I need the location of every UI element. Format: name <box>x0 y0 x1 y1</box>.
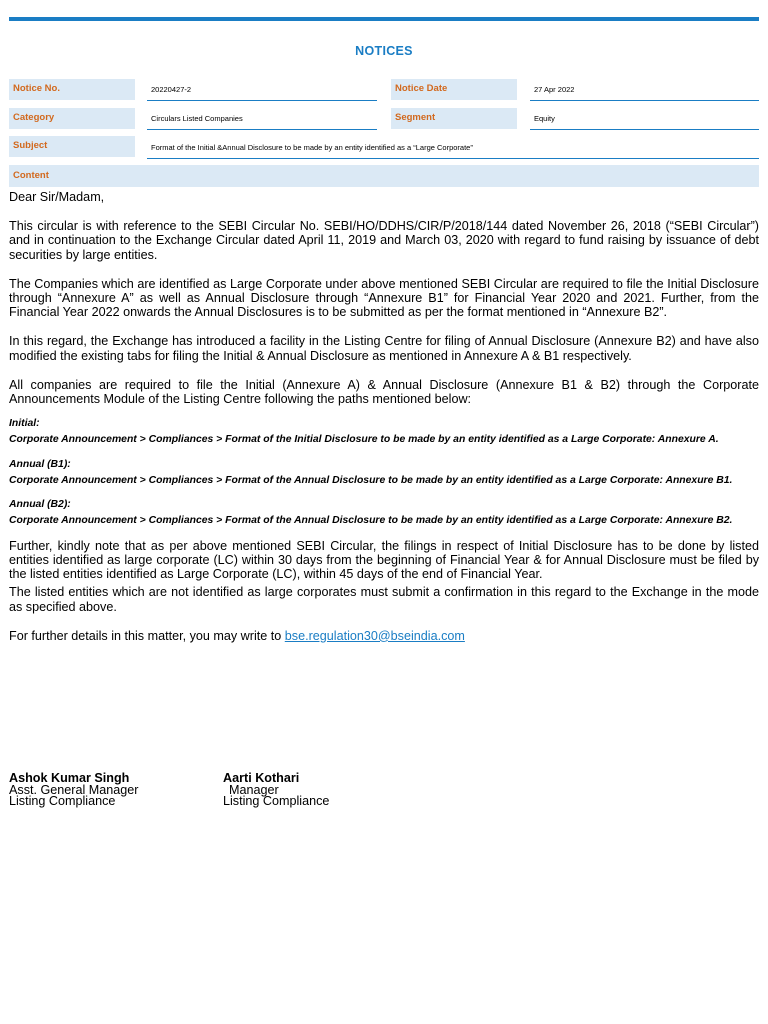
annual-b2-heading: Annual (B2): <box>9 499 71 511</box>
subject-label: Subject <box>9 136 135 157</box>
notice-date-value: 27 Apr 2022 <box>530 80 759 101</box>
annual-b1-heading: Annual (B1): <box>9 458 71 470</box>
paragraph-1: This circular is with reference to the SEBI Circular No. SEBI/HO/DDHS/CIR/P/2018/144 dated November 26, 2018 (“SEBI Circular”) and in continuation to the Exchange Circular dated April 11, 2019 and March 03, 2020 with regard to fund raising by issuance of debt securities by large entities. <box>9 219 759 262</box>
content-label: Content <box>9 165 759 187</box>
signatory-dept: Listing Compliance <box>9 794 116 808</box>
signatory-title: Asst. General Manager <box>9 782 139 797</box>
signatory-name: Ashok Kumar Singh <box>9 771 130 785</box>
notice-body <box>9 190 759 643</box>
paragraph-3: In this regard, the Exchange has introduced a facility in the Listing Centre for filing of Annual Disclosure (Annexure B2) and have also modified the existing tabs for filing the Initial & Annual Disclosure as mentioned in Annexure A & B1 respectively. <box>9 334 759 363</box>
paragraph-2: The Companies which are identified as Large Corporate under above mentioned SEBI Circular are required to file the Initial Disclosure through “Annexure A” as well as Annual Disclosure through “Annexure B1” for Financial Year 2020 and 2021. Further, from the Financial Year 2022 onwards the Annual Disclosures is to be submitted as per the format mentioned in “Annexure B2”. <box>9 276 759 320</box>
signatory-2 <box>223 773 329 808</box>
page-title: NOTICES <box>355 44 413 58</box>
notice-date-label: Notice Date <box>391 79 517 100</box>
notice-no-label: Notice No. <box>9 79 135 100</box>
greeting: Dear Sir/Madam, <box>9 190 105 204</box>
contact-prefix: For further details in this matter, you may write to <box>9 628 285 643</box>
annual-b1-path: Corporate Announcement > Compliances > Format of the Annual Disclosure to be made by an entity identified as a Large Corporate: Annexure B1. <box>9 474 733 486</box>
initial-heading: Initial: <box>9 418 40 430</box>
paragraph-4: All companies are required to file the Initial (Annexure A) & Annual Disclosure (Annexure B1 & B2) through the Corporate Announcements Module of the Listing Centre following the paths mentioned below: <box>9 377 759 407</box>
signatory-dept: Listing Compliance <box>223 794 330 808</box>
initial-path: Corporate Announcement > Compliances > Format of the Initial Disclosure to be made by an entity identified as a Large Corporate: Annexure A. <box>9 434 719 446</box>
paragraph-5: Further, kindly note that as per above mentioned SEBI Circular, the filings in respect of Initial Disclosure has to be done by listed entities identified as large corporate (LC) within 30 days from the beginning of Financial Year & for Annual Disclosure must be filed by the listed entities identified as Large Corporate (LC), within 45 days of the end of Financial Year. <box>9 538 759 582</box>
signatory-1 <box>9 773 139 808</box>
annual-b2-path: Corporate Announcement > Compliances > Format of the Annual Disclosure to be made by an entity identified as a Large Corporate: Annexure B2. <box>9 515 733 527</box>
header-rule <box>9 17 759 21</box>
paragraph-6: The listed entities which are not identified as large corporates must submit a confirmation in this regard to the Exchange in the mode as specified above. <box>9 585 759 614</box>
signatory-title: Manager <box>229 782 279 797</box>
notice-no-value: 20220427-2 <box>147 80 377 101</box>
subject-value: Format of the Initial &Annual Disclosure to be made by an entity identified as a “Large Corporate” <box>147 138 759 159</box>
category-label: Category <box>9 108 135 129</box>
signatory-name: Aarti Kothari <box>223 771 300 785</box>
contact-email-link[interactable]: bse.regulation30@bseindia.com <box>284 628 465 643</box>
segment-label: Segment <box>391 108 517 129</box>
contact-line <box>9 629 759 643</box>
segment-value: Equity <box>530 109 759 130</box>
category-value: Circulars Listed Companies <box>147 109 377 130</box>
